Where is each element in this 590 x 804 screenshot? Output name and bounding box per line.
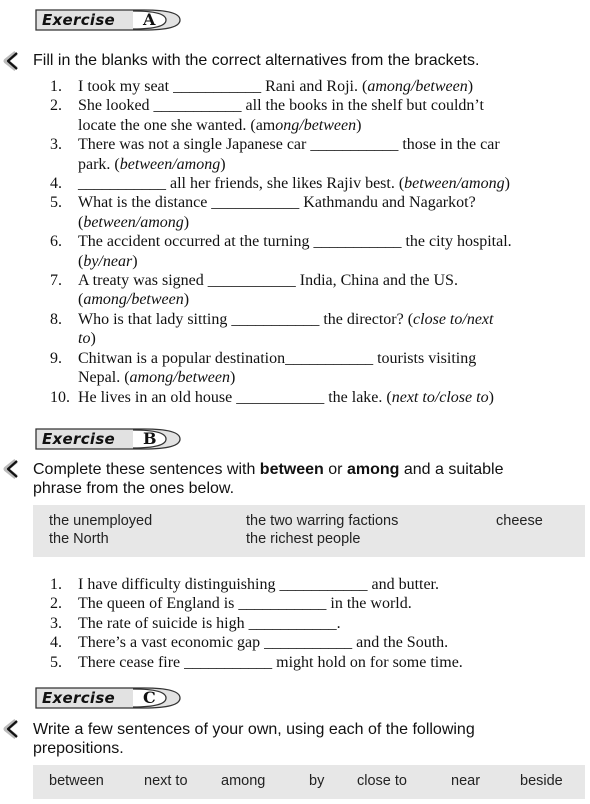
option-text: among/between [367, 78, 468, 95]
item-line [78, 213, 590, 232]
instruction-text: Complete these sentences with [33, 461, 260, 478]
exercise-letter: C [143, 688, 156, 707]
sentence-text: ) [183, 291, 190, 309]
item-number: 6. [50, 233, 62, 251]
item-line [78, 96, 590, 115]
item-line [78, 193, 590, 212]
phrase-box [33, 505, 585, 557]
sentence-text: ) [504, 175, 510, 193]
option-text: next to/close to [391, 388, 489, 406]
preposition-word: between [49, 773, 104, 789]
item-number: 1. [50, 576, 62, 593]
item-number: 4. [50, 634, 62, 652]
sentence-text: ) [132, 252, 138, 270]
item-number: 1. [50, 78, 62, 95]
option-text: between/among [119, 155, 221, 173]
sentence-text: The accident occurred at the turning ___________ the city hospital. [78, 233, 512, 251]
sentence-text: Who is that lady sitting ___________ the director? ( [78, 310, 414, 328]
sentence-text: ) [356, 116, 362, 134]
item-number: 9. [50, 349, 62, 367]
exercise-a-instruction: Fill in the blanks with the correct alternatives from the brackets. [33, 52, 480, 69]
item-line [78, 135, 590, 154]
option-text: by/near [83, 252, 133, 270]
sentence-text: ) [467, 78, 474, 95]
phrase: the two warring factions [246, 513, 399, 529]
sentence-text: ___________ all her friends, she likes Rajiv best. ( [78, 175, 405, 193]
sentence-text: I took my seat ___________ Rani and Roji. ( [78, 78, 368, 95]
option-text: to [78, 330, 91, 348]
exercise-b-item [50, 653, 550, 672]
bullet-arrow-icon [2, 718, 26, 740]
exercise-a-item [50, 135, 590, 174]
exercise-letter: A [143, 10, 156, 29]
sentence-text: ( [78, 252, 84, 270]
exercise-a-item [50, 96, 590, 135]
sentence-text: There’s a vast economic gap ___________ and the South. [78, 634, 449, 652]
item-number: 5. [50, 194, 62, 212]
item-line [78, 290, 590, 309]
exercise-a-item [50, 349, 590, 388]
sentence-text: The queen of England is ___________ in the world. [78, 595, 412, 613]
exercise-a-item [50, 271, 590, 310]
sentence-text: locate the one she wanted. (am [78, 116, 276, 134]
bullet-arrow-icon [2, 50, 26, 72]
bullet-arrow-icon [2, 458, 26, 480]
option-text: among/between [129, 369, 230, 387]
sentence-text: ( [78, 213, 84, 231]
instruction-text: prepositions. [33, 740, 124, 757]
preposition-word: next to [144, 773, 188, 789]
exercise-b-item [50, 633, 550, 652]
exercise-a-item [50, 388, 590, 407]
preposition-word: by [309, 773, 325, 789]
sentence-text: A treaty was signed ___________ India, China and the US. [78, 272, 458, 290]
sentence-text: She looked ___________ all the books in the shelf but couldn’t [78, 97, 484, 115]
item-line [78, 310, 590, 329]
item-number: 2. [50, 97, 62, 115]
item-line [78, 155, 590, 174]
item-number: 10. [50, 388, 70, 406]
item-number: 2. [50, 595, 62, 613]
exercise-c-heading [34, 686, 182, 710]
item-line [78, 232, 590, 251]
exercise-label: Exercise [42, 689, 116, 707]
sentence-text: ( [78, 291, 84, 309]
sentence-text: Chitwan is a popular destination___________ tourists visiting [78, 349, 477, 367]
sentence-text: ) [220, 155, 226, 173]
item-line [78, 252, 590, 271]
exercise-label: Exercise [42, 11, 116, 29]
option-text: ong/between [275, 116, 357, 134]
preposition-word: beside [520, 773, 563, 789]
sentence-text: There was not a single Japanese car ___________ those in the car [78, 136, 500, 154]
item-number: 7. [50, 272, 62, 290]
item-line [78, 368, 590, 387]
exercise-a-item [50, 77, 590, 96]
exercise-a-item [50, 193, 590, 232]
instruction-bold-among: among [346, 461, 400, 478]
instruction-text: and a suitable [399, 461, 504, 478]
sentence-text: ) [488, 388, 494, 406]
option-text: close to/next [413, 310, 494, 328]
instruction-bold-between: between [259, 461, 324, 478]
item-number: 4. [50, 175, 62, 193]
item-number: 3. [50, 614, 62, 632]
sentence-text: He lives in an old house ___________ the lake. ( [78, 388, 392, 406]
instruction-text: or [323, 461, 347, 478]
exercise-b-item [50, 614, 550, 633]
preposition-word: among [221, 773, 266, 789]
item-number: 3. [50, 136, 62, 154]
sentence-text: I have difficulty distinguishing ___________ and butter. [78, 576, 439, 593]
option-text: between/among [404, 175, 505, 193]
phrase: the North [49, 531, 109, 547]
sentence-text: ) [183, 213, 190, 231]
instruction-text: phrase from the ones below. [33, 480, 235, 497]
sentence-text: What is the distance ___________ Kathmandu and Nagarkot? [78, 194, 476, 212]
exercise-a-item [50, 232, 590, 271]
preposition-word: close to [357, 773, 407, 789]
item-line [78, 77, 590, 96]
exercise-a-list [50, 77, 590, 407]
option-text: among/between [83, 291, 184, 309]
item-line [78, 329, 590, 348]
exercise-b-list [50, 575, 550, 672]
exercise-b-heading [34, 427, 182, 451]
exercise-b-item [50, 575, 550, 594]
option-text: between/among [83, 213, 184, 231]
item-number: 5. [50, 653, 62, 671]
item-line [78, 388, 590, 407]
item-line [78, 349, 590, 368]
phrase: cheese [496, 513, 543, 529]
sentence-text: Nepal. ( [78, 369, 130, 387]
sentence-text: ) [229, 369, 236, 387]
exercise-c-instruction [33, 720, 580, 758]
sentence-text: The rate of suicide is high ___________. [78, 614, 341, 632]
exercise-label: Exercise [42, 430, 116, 448]
item-line [78, 116, 590, 135]
phrase: the unemployed [49, 513, 153, 529]
sentence-text: There cease fire ___________ might hold on for some time. [78, 653, 463, 671]
sentence-text: ) [90, 330, 96, 348]
exercise-a-heading [34, 8, 182, 32]
exercise-a-item [50, 310, 590, 349]
preposition-box [33, 765, 585, 799]
sentence-text: park. ( [78, 155, 120, 173]
item-line [78, 174, 590, 193]
exercise-letter: B [143, 429, 157, 448]
exercise-b-instruction [33, 460, 580, 498]
item-number: 8. [50, 310, 62, 328]
phrase: the richest people [246, 531, 361, 547]
preposition-word: near [451, 773, 481, 789]
instruction-text: Write a few sentences of your own, using each of the following [33, 721, 475, 738]
exercise-b-item [50, 594, 550, 613]
exercise-a-item [50, 174, 590, 193]
item-line [78, 271, 590, 290]
